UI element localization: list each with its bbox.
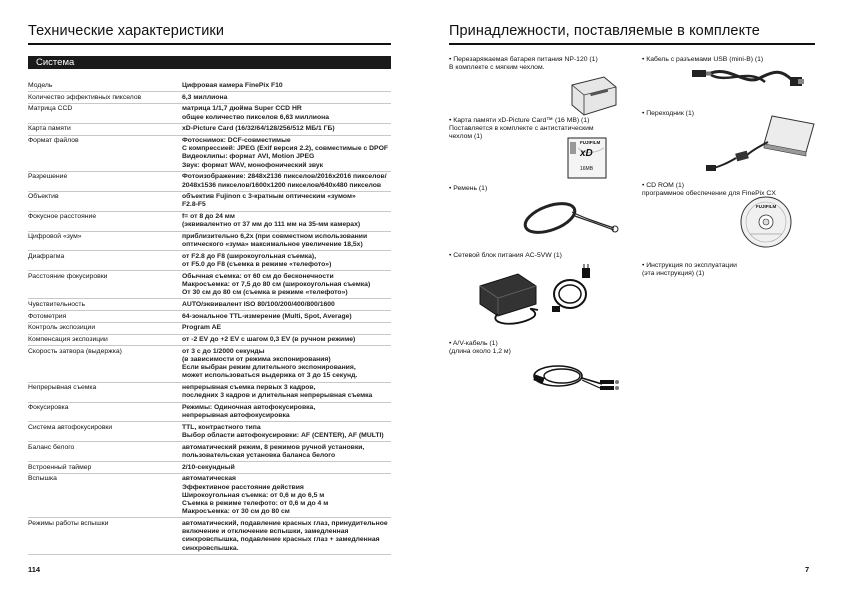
spec-label: Фотометрия (28, 312, 67, 320)
spec-row (28, 336, 391, 346)
spec-value: приблизительно 6,2x (при совместном использовании оптического «зума» максимальное увеличение 18,5x) (182, 233, 368, 249)
spec-value: Program AE (182, 324, 222, 332)
spec-value: автоматический режим, 8 режимов ручной установки, пользовательская установка баланса белого (182, 443, 365, 460)
strap-image (520, 190, 620, 238)
spec-label: Разрешение (28, 173, 68, 181)
spec-label: Объектив (28, 193, 59, 201)
spec-label: Вспышка (28, 475, 57, 483)
spec-label: Режимы работы вспышки (28, 519, 109, 527)
spec-row (28, 313, 391, 323)
spec-table (28, 82, 391, 556)
spec-value: 64-зональное TTL-измерение (Multi, Spot, Average) (182, 312, 352, 320)
spec-label: Баланс белого (28, 443, 75, 451)
spec-row (28, 193, 391, 211)
cdrom-image (740, 196, 792, 248)
spec-row (28, 301, 391, 311)
spec-label: Чувствительность (28, 300, 86, 308)
spec-row (28, 105, 391, 123)
title-rule-right (449, 43, 815, 45)
spec-row (28, 384, 391, 402)
spec-value: xD-Picture Card (16/32/64/128/256/512 МБ/1 ГБ) (182, 125, 335, 133)
spec-label: Формат файлов (28, 137, 79, 145)
battery-image (568, 73, 620, 119)
spec-label: Скорость затвора (выдержка) (28, 347, 122, 355)
accessory-av-cable: • A/V-кабель (1) (длина около 1,2 м) (449, 340, 511, 355)
page-title-right: Принадлежности, поставляемые в комплекте (449, 23, 760, 39)
spec-label: Цифровой «зум» (28, 233, 82, 241)
spec-label: Непрерывная съемка (28, 384, 97, 392)
spec-row (28, 464, 391, 474)
spec-value: 2/10-секундный (182, 463, 235, 471)
spec-row (28, 253, 391, 271)
spec-label: Расстояние фокусировки (28, 272, 108, 280)
spec-value: Режимы: Одиночная автофокусировка, непрерывная автофокусировка (182, 404, 316, 420)
accessory-battery: • Перезаряжаемая батарея питания NP-120 (1) В комплекте с мягким чехлом. (449, 56, 598, 71)
spec-label: Контроль экспозиции (28, 324, 96, 332)
spec-value: f= от 8 до 24 мм (эквивалентно от 37 мм до 111 мм на 35-мм камерах) (182, 213, 361, 229)
spec-row (28, 324, 391, 334)
page-title-left: Технические характеристики (28, 23, 225, 39)
spec-value: Обычная съемка: от 60 см до бесконечности Макросъемка: от 7,5 до 80 см (широкоугольная съемка) От 30 см до 80 см (съемка в режиме «телефото») (182, 272, 371, 297)
spec-row (28, 444, 391, 462)
card-brand: FUJIFILM (580, 140, 601, 145)
spec-value: матрица 1/1,7 дюйма Super CCD HR общее количество пикселов 6,63 миллиона (182, 105, 329, 121)
spec-row (28, 82, 391, 92)
spec-row (28, 520, 391, 555)
spec-value: непрерывная съемка первых 3 кадров, последних 3 кадров и длительная непрерывная съемка (182, 384, 373, 400)
spec-label: Система автофокусировки (28, 423, 113, 431)
xd-card-image (566, 136, 610, 182)
ac-adapter-image (474, 262, 600, 330)
card-capacity: 16MB (580, 166, 594, 172)
usb-cable-image (690, 62, 805, 92)
title-rule-left (28, 43, 391, 45)
spec-label: Компенсация экспозиции (28, 336, 108, 344)
spec-label: Модель (28, 82, 53, 89)
spec-row (28, 475, 391, 518)
adapter-image (706, 112, 818, 178)
spec-row (28, 404, 391, 422)
spec-label: Диафрагма (28, 252, 65, 260)
spec-row (28, 213, 391, 231)
spec-label: Количество эффективных пикселов (28, 93, 142, 101)
accessory-adapter: • Переходник (1) (642, 110, 694, 117)
spec-value: автоматическая Эффективное расстояние действия Широкоугольная съемка: от 0,6 м до 6,5 м Съемка в режиме телефото: от 0,6 м до 4 м Макросъемка: от 30 см до 80 см (182, 475, 329, 516)
spec-value: от -2 EV до +2 EV с шагом 0,3 EV (в ручном режиме) (182, 336, 356, 344)
spec-value: от 3 с до 1/2000 секунды (в зависимости от режима экспонирования) Если выбран режим длительного экспонирования, может использоваться выдержка от 3 до 15 секунд. (182, 347, 358, 380)
accessory-xd-card: • Карта памяти xD-Picture Card™ (16 MB) (1) Поставляется в комплекте с антистатическим чехлом (1) (449, 117, 594, 140)
cd-label: FUJIFILM (756, 204, 777, 209)
spec-row (28, 233, 391, 251)
spec-row (28, 348, 391, 383)
accessory-strap: • Ремень (1) (449, 185, 488, 192)
spec-label: Карта памяти (28, 125, 71, 133)
accessory-ac-adapter: • Сетевой блок питания AC-5VW (1) (449, 252, 562, 259)
accessory-manual: • Инструкция по эксплуатации (эта инструкция) (1) (642, 262, 737, 277)
spec-label: Встроенный таймер (28, 463, 92, 471)
page-number-right: 7 (805, 565, 810, 574)
av-cable-image (528, 352, 624, 400)
spec-label: Фокусное расстояние (28, 213, 97, 221)
accessory-usb-cable: • Кабель с разъемами USB (mini-B) (1) (642, 56, 764, 63)
spec-value: TTL, контрастного типа Выбор области автофокусировки: AF (CENTER), AF (MULTI) (182, 423, 384, 440)
spec-row (28, 137, 391, 172)
spec-value: Цифровая камера FinePix F10 (182, 82, 283, 89)
section-header: Система (28, 56, 391, 69)
spec-row (28, 173, 391, 191)
spec-value: 6,3 миллиона (182, 93, 228, 101)
spec-row (28, 424, 391, 442)
spec-value: от F2.8 до F8 (широкоугольная съемка), от F5.0 до F8 (съемка в режиме «телефото») (182, 252, 332, 269)
spec-row (28, 273, 391, 300)
spec-value: Фотоизображение: 2848x2136 пикселов/2016x2016 пикселов/ 2048x1536 пикселов/1600x1200 пикселов/640x480 пикселов (182, 173, 387, 189)
spec-label: Фокусировка (28, 404, 69, 411)
card-logo: xD (580, 148, 593, 159)
spec-value: Фотоснимок: DCF-совместимые С компрессией: JPEG (Exif версия 2.2), совместимые с DPOF Видеоклипы: формат AVI, Motion JPEG Звук: формат WAV, монофонический звук (182, 137, 389, 169)
spec-label: Матрица CCD (28, 105, 73, 113)
spec-value: автоматический, подавление красных глаз, принудительное включение и отключение вспышки, замедленная синхровспышка, подавление красных глаз + замедленная синхровспышка. (182, 519, 388, 552)
page-number-left: 114 (28, 565, 41, 574)
accessory-cdrom: • CD ROM (1) программное обеспечение для FinePix CX (642, 182, 776, 197)
spec-row (28, 94, 391, 104)
spec-row (28, 125, 391, 135)
spec-value: AUTO/эквивалент ISO 80/100/200/400/800/1600 (182, 300, 335, 308)
spec-value: объектив Fujinon с 3-кратным оптическим «зумом» F2.8-F5 (182, 193, 356, 209)
